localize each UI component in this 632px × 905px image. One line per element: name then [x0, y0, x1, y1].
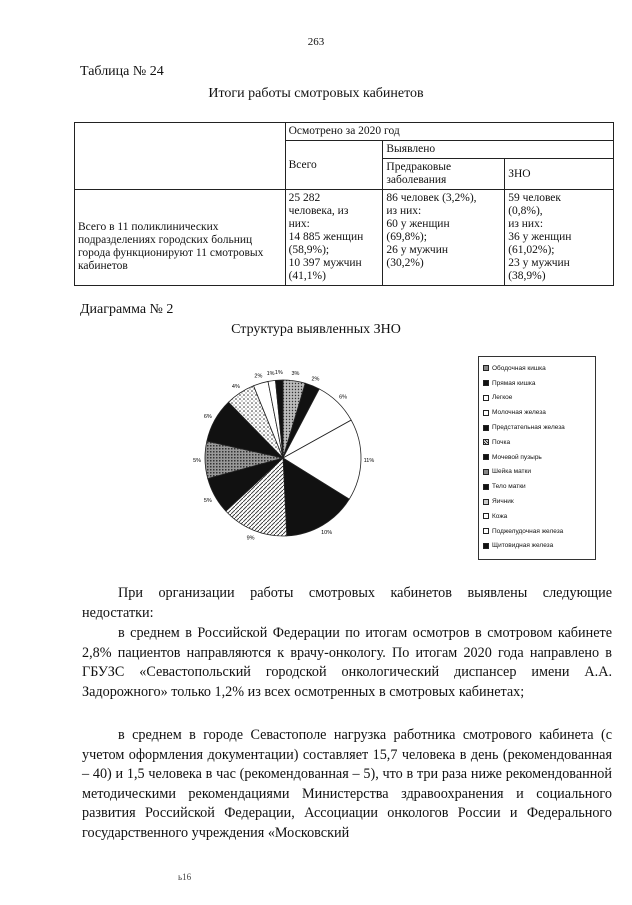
cell-line: (61,02%);: [508, 244, 555, 256]
legend-item: [483, 391, 591, 406]
footer-mark: ь16: [178, 872, 192, 882]
legend-label: Легкое: [492, 394, 513, 402]
cell-zno: [505, 190, 614, 286]
legend-label: Почка: [492, 438, 511, 446]
cell-precancer: [383, 190, 505, 286]
table-caption: Таблица № 24: [80, 64, 164, 79]
cell-line: человека, из: [288, 205, 349, 217]
paragraph-2: в среднем в Российской Федерации по итогам осмотров в смотровом кабинете 2,8% пациентов направляются к врачу-онкологу. По итогам 2020 года направлено в ГБУЗС «Севастопольский городской онкологический диспансер имени А.А. Задорожного» только 1,2% из всех осмотренных в смотровых кабинетах;: [82, 625, 612, 700]
pie-value-label: 1%: [266, 370, 275, 377]
cell-line: 36 у женщин: [508, 231, 572, 243]
cell-line: (38,9%): [508, 270, 546, 282]
paragraph-3: в среднем в городе Севастополе нагрузка работника смотрового кабинета (с учетом оформления документации) составляет 15,7 человека в день (рекомендованная – 40) и 1,5 человека в час (рекомендованная – 5), что в три раза ниже рекомендованной методическими рекомендациями Министерства здравоохранения и социального развития Российской Федерации, Ассоциации онкологов России и Федерального государственного учреждения «Московский: [82, 727, 612, 841]
legend-swatch: [483, 543, 489, 549]
legend-item: [483, 509, 591, 524]
pie-value-label: 2%: [254, 373, 263, 380]
cell-total: [285, 190, 383, 286]
pie-value-label: 9%: [246, 535, 255, 542]
header-screened: Осмотрено за 2020 год: [285, 123, 613, 141]
legend-swatch: [483, 528, 489, 534]
header-precancer: Предраковые заболевания: [383, 159, 505, 190]
header-total: Всего: [285, 141, 383, 190]
pie-value-label: 11%: [363, 458, 375, 465]
legend-label: Шейка матки: [492, 468, 532, 476]
header-detected: Выявлено: [383, 141, 614, 159]
page-number: 263: [307, 36, 325, 48]
legend-swatch: [483, 425, 489, 431]
legend-label: Яичник: [492, 498, 514, 506]
legend-label: Кожа: [492, 512, 508, 520]
cell-line: (58,9%);: [288, 244, 330, 256]
pie-value-label: 6%: [339, 394, 348, 401]
legend-item: [483, 376, 591, 391]
legend-label: Прямая кишка: [492, 379, 536, 387]
legend-label: Мочевой пузырь: [492, 453, 542, 461]
paragraph-1: При организации работы смотровых кабинетов выявлены следующие недостатки:: [82, 585, 612, 621]
legend-item: [483, 435, 591, 450]
diagram-caption: Диаграмма № 2: [80, 302, 174, 317]
legend-swatch: [483, 439, 489, 445]
pie-value-label: 10%: [321, 530, 333, 537]
cell-line: 14 885 женщин: [288, 231, 364, 243]
legend-label: Тело матки: [492, 483, 526, 491]
legend-swatch: [483, 380, 489, 386]
table-title: Итоги работы смотровых кабинетов: [208, 86, 424, 101]
legend-swatch: [483, 484, 489, 490]
legend-item: [483, 524, 591, 539]
results-table: [74, 122, 614, 286]
legend-item: [483, 479, 591, 494]
pie-value-label: 6%: [203, 414, 212, 421]
header-zno: ЗНО: [505, 159, 614, 190]
row-label: Всего в 11 поликлинических подразделениях городских больниц города функционируют 11 смотровых кабинетов: [75, 190, 286, 286]
legend-label: Молочная железа: [492, 409, 546, 417]
cell-line: 26 у мужчин: [386, 244, 449, 256]
legend-swatch: [483, 410, 489, 416]
cell-line: (0,8%),: [508, 205, 543, 217]
legend-item: [483, 361, 591, 376]
pie-value-label: 3%: [291, 370, 300, 377]
legend-item: [483, 465, 591, 480]
cell-line: из них:: [386, 205, 422, 217]
legend-label: Ободочная кишка: [492, 364, 546, 372]
pie-value-label: 5%: [203, 497, 212, 504]
legend-item: [483, 494, 591, 509]
chart-title: Структура выявленных ЗНО: [231, 322, 401, 337]
legend-item: [483, 450, 591, 465]
table-corner-cell: [75, 123, 286, 190]
pie-slices: [205, 380, 361, 536]
legend-item: [483, 405, 591, 420]
pie-value-label: 1%: [274, 370, 283, 377]
legend-item: [483, 420, 591, 435]
cell-line: (41,1%): [288, 270, 326, 282]
legend-swatch: [483, 395, 489, 401]
pie-value-label: 5%: [193, 458, 202, 465]
pie-chart: [195, 370, 385, 550]
cell-line: 59 человек: [508, 192, 561, 204]
pie-value-label: 2%: [311, 376, 320, 383]
chart-legend: [478, 356, 596, 560]
legend-item: [483, 539, 591, 554]
cell-line: из них:: [508, 218, 544, 230]
legend-label: Поджелудочная железа: [492, 527, 564, 535]
legend-swatch: [483, 454, 489, 460]
cell-line: них:: [288, 218, 310, 230]
legend-swatch: [483, 365, 489, 371]
cell-line: 23 у мужчин: [508, 257, 570, 269]
cell-line: 10 397 мужчин: [288, 257, 362, 269]
cell-line: 25 282: [288, 192, 321, 204]
cell-line: 60 у женщин: [386, 218, 450, 230]
pie-value-label: 4%: [231, 384, 240, 391]
legend-label: Щитовидная железа: [492, 542, 554, 550]
cell-line: 86 человек (3,2%),: [386, 192, 477, 204]
legend-label: Предстательная железа: [492, 424, 565, 432]
cell-line: (30,2%): [386, 257, 424, 269]
legend-swatch: [483, 469, 489, 475]
legend-swatch: [483, 513, 489, 519]
cell-line: (69,8%);: [386, 231, 427, 243]
legend-swatch: [483, 499, 489, 505]
